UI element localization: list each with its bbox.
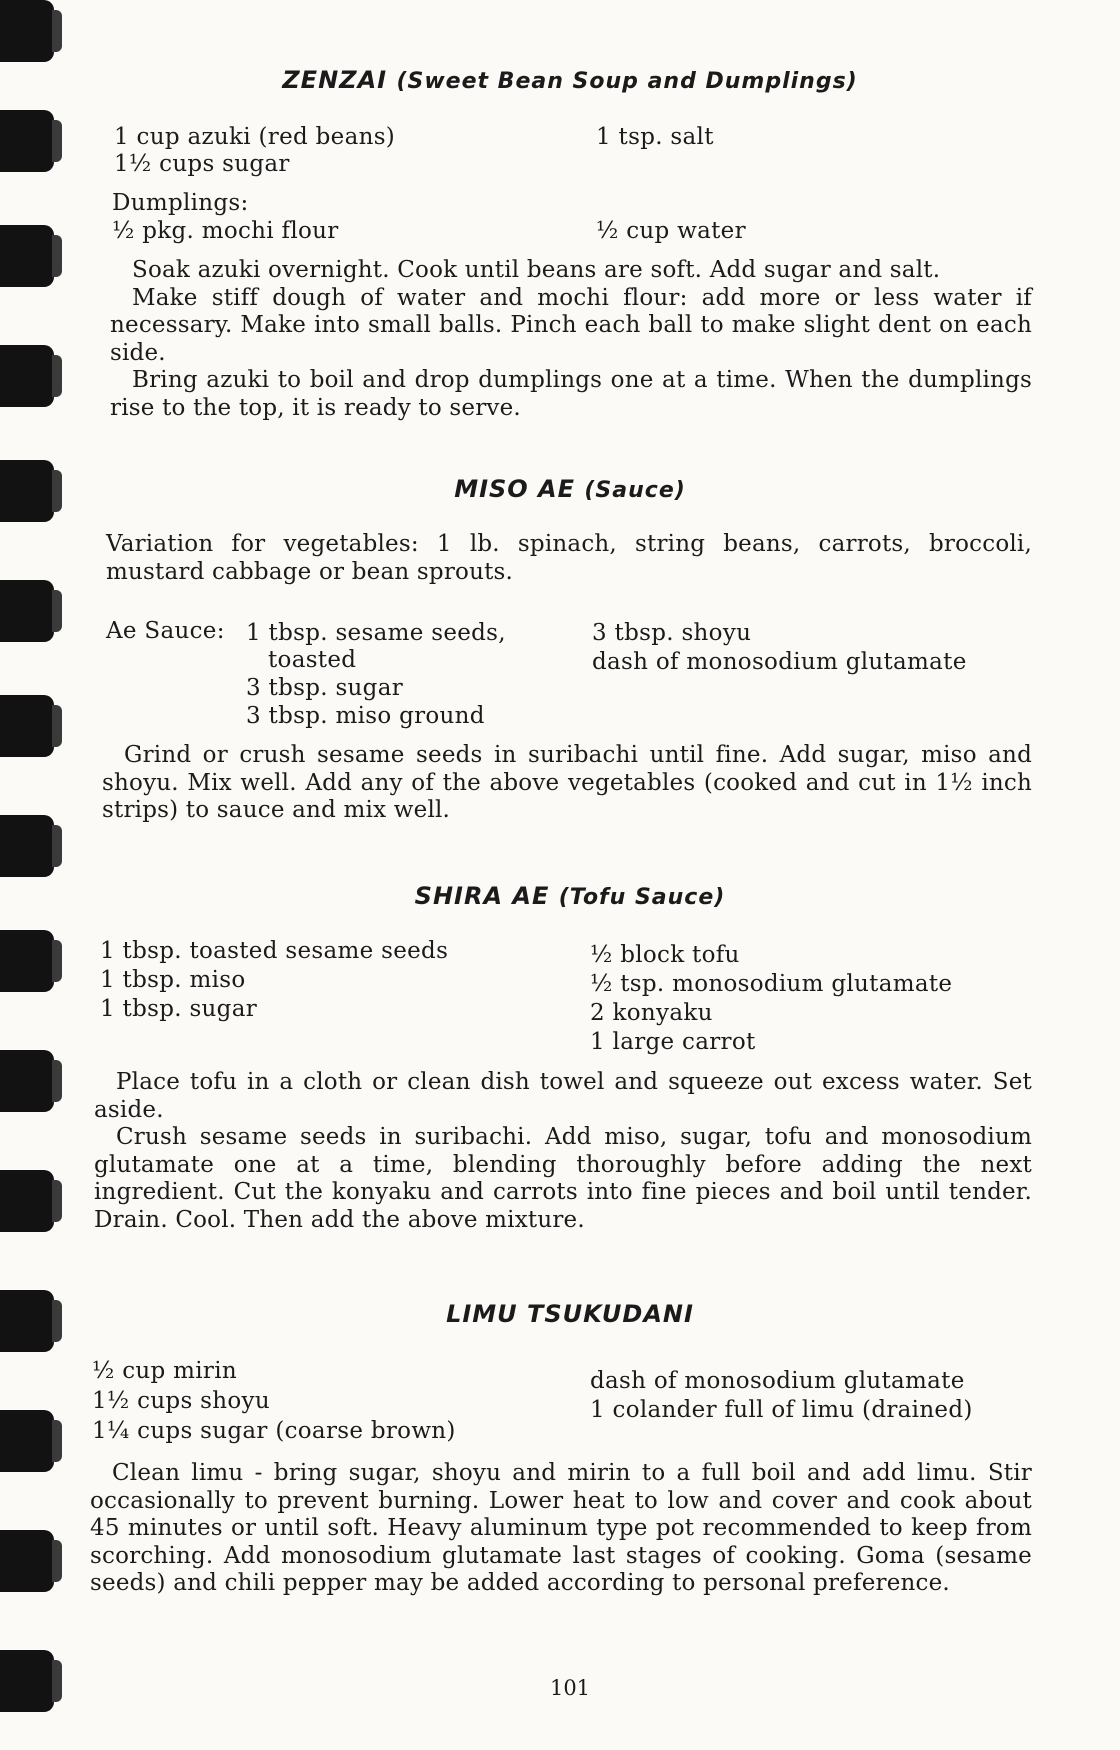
binding-ring	[0, 1290, 54, 1352]
ingredient: 1 tbsp. sugar	[100, 996, 258, 1022]
binding-ring	[0, 930, 54, 992]
ingredient: 1 colander full of limu (drained)	[590, 1397, 973, 1423]
recipe-instructions	[102, 742, 1032, 825]
instruction-paragraph: Bring azuki to boil and drop dumplings one at a time. When the dumplings rise to the top, it is ready to serve.	[110, 367, 1032, 421]
ingredient: 1 tsp. salt	[596, 124, 714, 150]
instruction-paragraph: Place tofu in a cloth or clean dish towel and squeeze out excess water. Set aside.	[94, 1069, 1032, 1123]
ingredient: 1 large carrot	[590, 1029, 756, 1055]
ingredient: 3 tbsp. sugar	[246, 675, 404, 701]
variation-text: Variation for vegetables: 1 lb. spinach, string beans, carrots, broccoli, mustard cabbage or bean sprouts.	[106, 531, 1032, 585]
recipe-subtitle: (Sweet Bean Soup and Dumplings)	[396, 69, 858, 94]
section-label: Ae Sauce:	[106, 618, 225, 644]
binding-ring	[0, 1410, 54, 1472]
ingredient: ½ cup mirin	[92, 1358, 237, 1384]
ingredient: 1 tbsp. sesame seeds,	[246, 620, 506, 646]
recipe-subtitle: (Tofu Sauce)	[558, 885, 726, 910]
binding-ring	[0, 815, 54, 877]
ingredient: 1½ cups shoyu	[92, 1388, 270, 1414]
ingredient: 1 tbsp. miso	[100, 967, 246, 993]
ingredient: 1 cup azuki (red beans)	[114, 124, 396, 150]
binding-ring	[0, 460, 54, 522]
recipe-title-text: MISO AE	[454, 475, 576, 503]
binding-ring	[0, 1530, 54, 1592]
ingredient: 1¼ cups sugar (coarse brown)	[92, 1418, 456, 1444]
ingredient: ½ pkg. mochi flour	[112, 218, 339, 244]
recipe-title	[90, 475, 1050, 503]
ingredient: 3 tbsp. miso ground	[246, 703, 485, 729]
recipe-title	[90, 1300, 1050, 1328]
ingredient: 1½ cups sugar	[114, 151, 290, 177]
binding-ring	[0, 1050, 54, 1112]
ingredient: 2 konyaku	[590, 1000, 713, 1026]
recipe-title-text: LIMU TSUKUDANI	[446, 1300, 694, 1328]
recipe-title-text: SHIRA AE	[414, 882, 550, 910]
ingredient: ½ block tofu	[590, 942, 740, 968]
ingredient: dash of monosodium glutamate	[592, 649, 967, 675]
ingredient: dash of monosodium glutamate	[590, 1368, 965, 1394]
page-number: 101	[549, 1676, 591, 1700]
binding-ring	[0, 1650, 54, 1712]
instruction-paragraph: Make stiff dough of water and mochi flour: add more or less water if necessary. Make into small balls. Pinch each ball to make slight dent on each side.	[110, 284, 1032, 366]
binding-ring	[0, 695, 54, 757]
binding-ring	[0, 580, 54, 642]
ingredient: 3 tbsp. shoyu	[592, 620, 752, 646]
ingredient: ½ cup water	[596, 218, 746, 244]
instruction-paragraph: Grind or crush sesame seeds in suribachi until fine. Add sugar, miso and shoyu. Mix well. Add any of the above vegetables (cooked and cut in 1½ inch strips) to sauce and mix well.	[102, 742, 1032, 823]
ingredient: 1 tbsp. toasted sesame seeds	[100, 938, 449, 964]
instruction-paragraph: Clean limu - bring sugar, shoyu and mirin to a full boil and add limu. Stir occasionally to prevent burning. Lower heat to low and cover and cook about 45 minutes or until soft. Heavy aluminum type pot recommended to keep from scorching. Add monosodium glutamate last stages of cooking. Goma (sesame seeds) and chili pepper may be added according to personal preference.	[90, 1460, 1032, 1596]
binding-ring	[0, 110, 54, 172]
recipe-instructions	[90, 1460, 1032, 1598]
binding-ring	[0, 1170, 54, 1232]
binding-ring	[0, 0, 54, 62]
binding-ring	[0, 345, 54, 407]
instruction-paragraph: Crush sesame seeds in suribachi. Add miso, sugar, tofu and monosodium glutamate one at a time, blending thoroughly before adding the next ingredient. Cut the konyaku and carrots into fine pieces and boil until tender. Drain. Cool. Then add the above mixture.	[94, 1124, 1032, 1233]
cookbook-page	[90, 0, 1050, 1750]
recipe-instructions	[94, 1069, 1032, 1234]
ingredient: toasted	[268, 647, 357, 673]
recipe-title-text: ZENZAI	[282, 66, 388, 94]
recipe-subtitle: (Sauce)	[584, 478, 686, 503]
recipe-title	[90, 882, 1050, 910]
binding-ring	[0, 225, 54, 287]
spiral-binding	[0, 0, 70, 1750]
section-label: Dumplings:	[112, 190, 249, 216]
recipe-title	[90, 66, 1050, 94]
ingredient: ½ tsp. monosodium glutamate	[590, 971, 953, 997]
variation-note	[106, 531, 1032, 586]
instruction-paragraph: Soak azuki overnight. Cook until beans are soft. Add sugar and salt.	[132, 257, 941, 283]
recipe-instructions	[110, 257, 1032, 422]
